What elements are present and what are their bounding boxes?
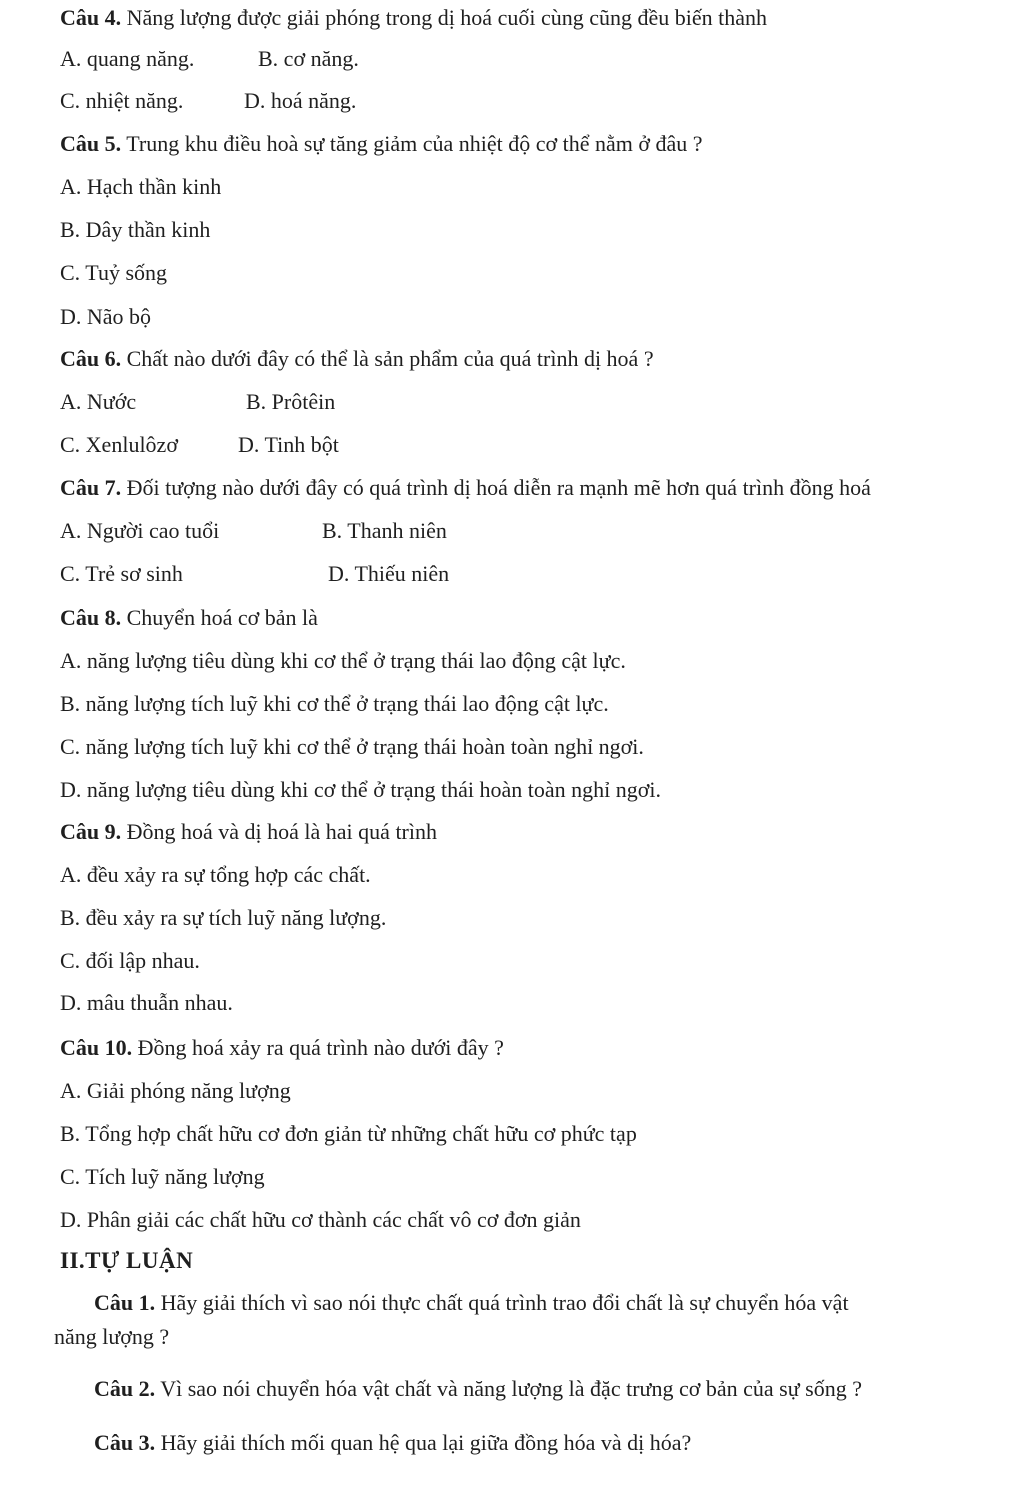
question-text: Chuyển hoá cơ bản là <box>126 605 318 630</box>
option-d: D. mâu thuẫn nhau. <box>60 990 233 1015</box>
question-label: Câu 4. <box>60 5 122 30</box>
section-heading: II.TỰ LUẬN <box>60 1248 194 1273</box>
option-a: A. Nước <box>60 389 137 414</box>
question-text: Trung khu điều hoà sự tăng giảm của nhiệt độ cơ thể nằm ở đâu ? <box>126 131 703 156</box>
option-c: C. đối lập nhau. <box>60 948 200 973</box>
option-d: D. Phân giải các chất hữu cơ thành các chất vô cơ đơn giản <box>60 1207 581 1232</box>
essay-question-2 <box>94 1376 862 1402</box>
option-b: B. năng lượng tích luỹ khi cơ thể ở trạng thái lao động cật lực. <box>60 691 609 716</box>
option-b: B. Dây thần kinh <box>60 217 211 242</box>
question-4 <box>60 5 767 31</box>
option-c: C. Tích luỹ năng lượng <box>60 1164 265 1189</box>
option-c: C. Tuỷ sống <box>60 260 168 285</box>
option-b: B. Prôtêin <box>246 389 336 414</box>
essay-question-1-continuation: năng lượng ? <box>54 1324 170 1349</box>
option-a: A. Giải phóng năng lượng <box>60 1078 291 1103</box>
option-a: A. năng lượng tiêu dùng khi cơ thể ở trạng thái lao động cật lực. <box>60 648 626 673</box>
question-10 <box>60 1035 504 1061</box>
question-text: Đối tượng nào dưới đây có quá trình dị hoá diễn ra mạnh mẽ hơn quá trình đồng hoá <box>126 475 871 500</box>
option-b: B. cơ năng. <box>258 46 359 71</box>
question-label: Câu 6. <box>60 346 122 371</box>
question-text: Chất nào dưới đây có thể là sản phẩm của quá trình dị hoá ? <box>126 346 654 371</box>
option-a: A. Người cao tuổi <box>60 518 220 543</box>
essay-question-3 <box>94 1430 691 1456</box>
question-text: Năng lượng được giải phóng trong dị hoá cuối cùng cũng đều biến thành <box>126 5 767 30</box>
question-text: Vì sao nói chuyển hóa vật chất và năng lượng là đặc trưng cơ bản của sự sống ? <box>160 1376 862 1401</box>
option-d: D. Tinh bột <box>238 432 339 457</box>
option-a: A. đều xảy ra sự tổng hợp các chất. <box>60 862 371 887</box>
question-label: Câu 3. <box>94 1430 156 1455</box>
option-b: B. Tổng hợp chất hữu cơ đơn giản từ những chất hữu cơ phức tạp <box>60 1121 637 1146</box>
option-c: C. nhiệt năng. <box>60 88 184 113</box>
option-c: C. năng lượng tích luỹ khi cơ thể ở trạng thái hoàn toàn nghỉ ngơi. <box>60 734 644 759</box>
question-label: Câu 8. <box>60 605 122 630</box>
question-text: Đồng hoá và dị hoá là hai quá trình <box>126 819 437 844</box>
question-6 <box>60 346 654 372</box>
question-label: Câu 9. <box>60 819 122 844</box>
question-7 <box>60 475 871 501</box>
option-a: A. Hạch thần kinh <box>60 174 222 199</box>
question-label: Câu 7. <box>60 475 122 500</box>
option-d: D. năng lượng tiêu dùng khi cơ thể ở trạng thái hoàn toàn nghỉ ngơi. <box>60 777 662 802</box>
question-8 <box>60 605 318 631</box>
option-c: C. Xenlulôzơ <box>60 432 178 457</box>
option-d: D. Não bộ <box>60 304 152 329</box>
option-d: D. hoá năng. <box>244 88 357 113</box>
question-label: Câu 1. <box>94 1290 156 1315</box>
question-9 <box>60 819 437 845</box>
question-text: Hãy giải thích vì sao nói thực chất quá trình trao đổi chất là sự chuyển hóa vật <box>160 1290 849 1315</box>
question-text: Đồng hoá xảy ra quá trình nào dưới đây ? <box>137 1035 504 1060</box>
option-c: C. Trẻ sơ sinh <box>60 561 183 586</box>
option-d: D. Thiếu niên <box>328 561 450 586</box>
option-b: B. Thanh niên <box>322 518 447 543</box>
question-label: Câu 2. <box>94 1376 156 1401</box>
question-label: Câu 5. <box>60 131 122 156</box>
question-text: Hãy giải thích mối quan hệ qua lại giữa đồng hóa và dị hóa? <box>160 1430 692 1455</box>
essay-question-1 <box>94 1290 849 1316</box>
option-b: B. đều xảy ra sự tích luỹ năng lượng. <box>60 905 387 930</box>
question-label: Câu 10. <box>60 1035 133 1060</box>
option-a: A. quang năng. <box>60 46 195 71</box>
question-5 <box>60 131 703 157</box>
